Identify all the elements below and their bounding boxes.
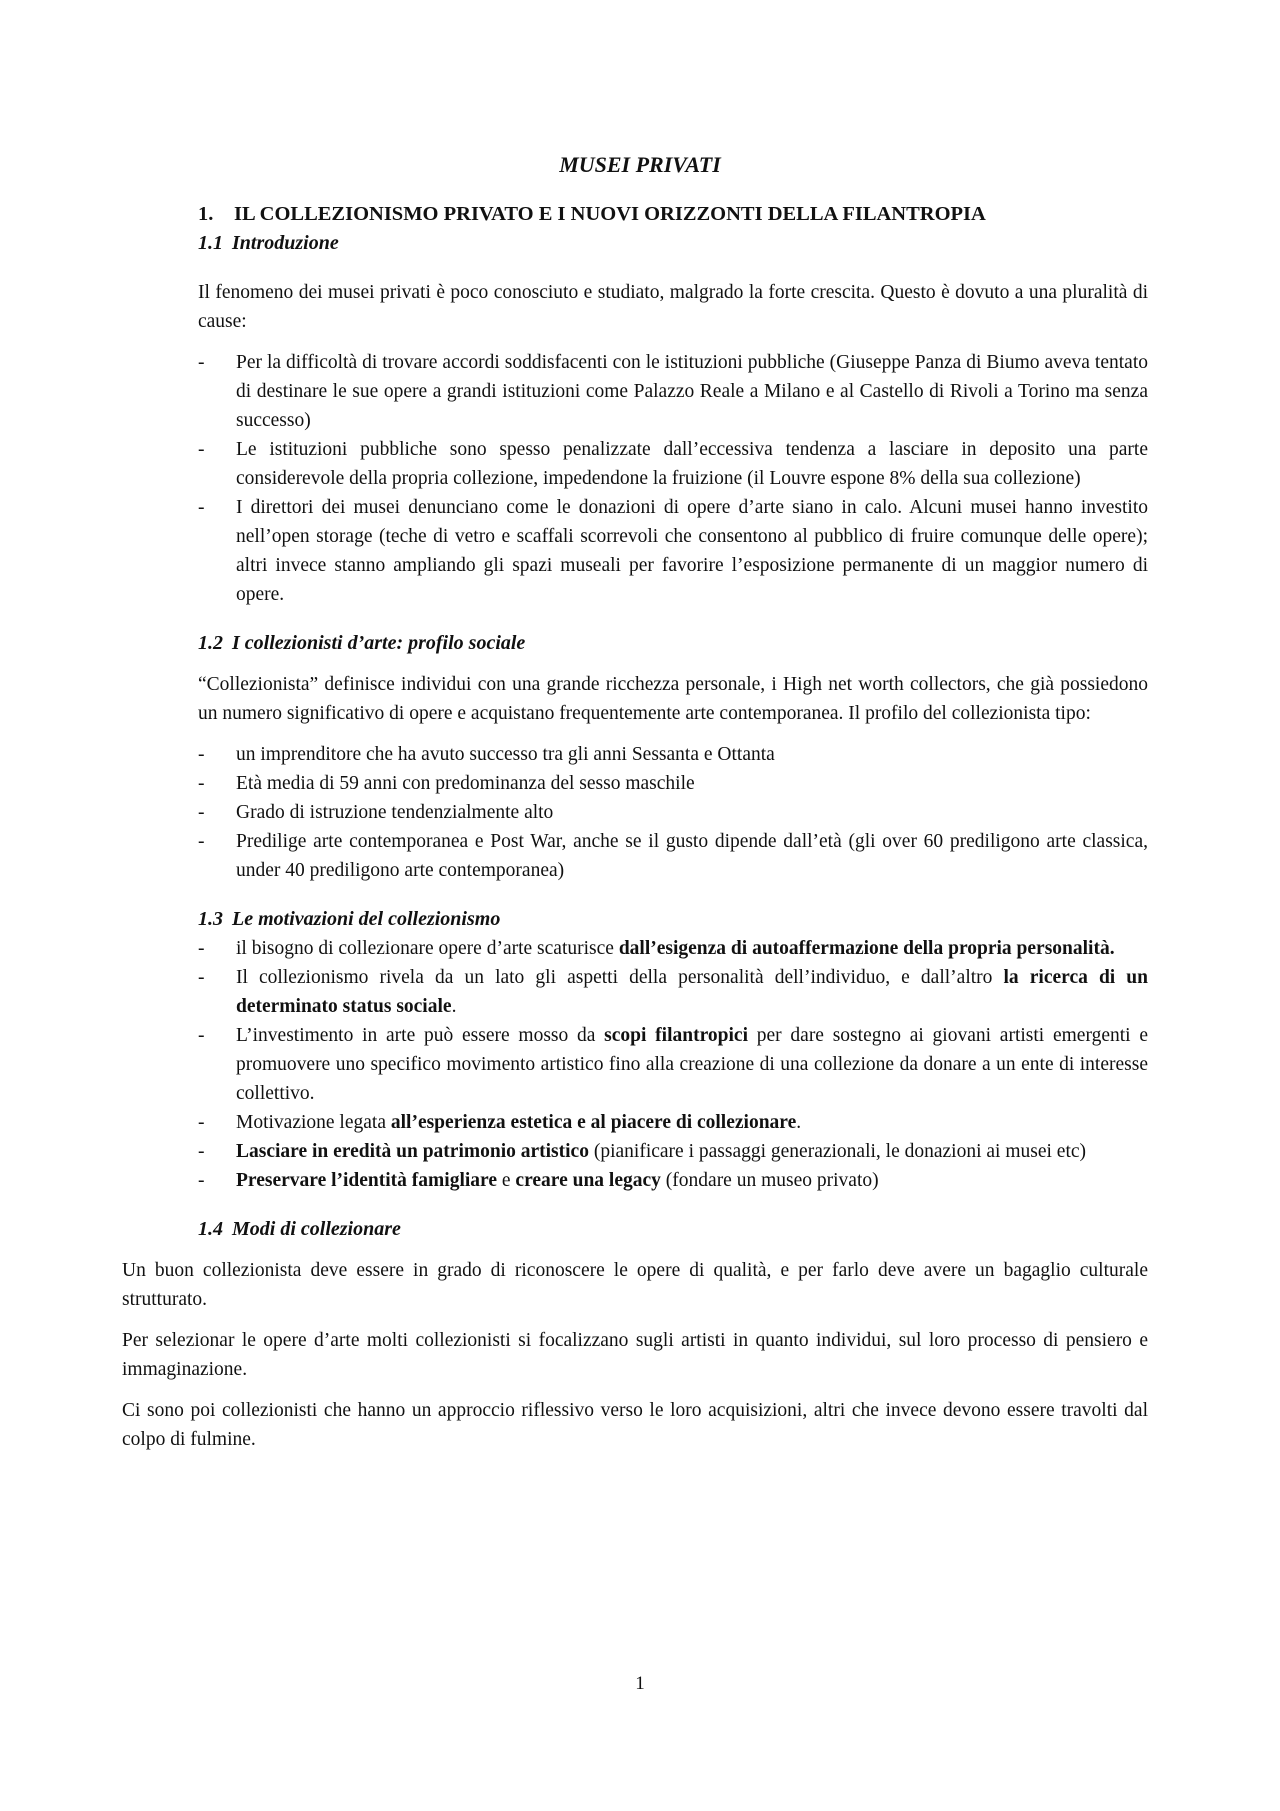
profile-paragraph: “Collezionista” definisce individui con una grande ricchezza personale, i High net worth collectors, che già possiedono un numero significativo di opere e acquistano frequentemente arte contemporanea. Il profilo del collezionista tipo: (198, 674, 1148, 724)
list-item: - Il collezionismo rivela da un lato gli aspetti della personalità dell’individuo, e dall’altro la ricerca di un determinato status sociale. (198, 967, 1148, 1017)
paragraph: Ci sono poi collezionisti che hanno un approccio riflessivo verso le loro acquisizioni, altri che invece devono essere travolti dal colpo di fulmine. (122, 1400, 1148, 1450)
section-heading-1-4 (198, 1215, 1148, 1244)
section-title: Le motivazioni del collezionismo (232, 908, 501, 930)
section-heading-1-2 (198, 629, 1148, 658)
section-title: I collezionisti d’arte: profilo sociale (232, 632, 526, 654)
section-number: 1.4 (198, 1218, 223, 1240)
section-number: 1.3 (198, 908, 223, 930)
section-heading-1-3 (198, 905, 1148, 934)
document-body (122, 200, 1148, 1454)
list-item: - L’investimento in arte può essere mosso da scopi filantropici per dare sostegno ai giovani artisti emergenti e promuovere uno specifico movimento artistico fino alla creazione di una collezione da donare a un ente di interesse collettivo. (198, 1025, 1148, 1104)
list-item: - Età media di 59 anni con predominanza del sesso maschile (198, 773, 695, 794)
causes-list (198, 348, 1148, 609)
list-item: - un imprenditore che ha avuto successo tra gli anni Sessanta e Ottanta (198, 744, 775, 765)
chapter-heading (198, 200, 1148, 229)
list-item: - il bisogno di collezionare opere d’arte scaturisce dall’esigenza di autoaffermazione della propria personalità. (198, 938, 1115, 959)
paragraph: Per selezionar le opere d’arte molti collezionisti si focalizzano sugli artisti in quanto individui, sul loro processo di pensiero e immaginazione. (122, 1330, 1148, 1380)
list-item: - Per la difficoltà di trovare accordi soddisfacenti con le istituzioni pubbliche (Giuseppe Panza di Biumo aveva tentato di destinare le sue opere a grandi istituzioni come Palazzo Reale a Milano e al Castello di Rivoli a Torino ma senza successo) (198, 352, 1148, 431)
list-item: - Lasciare in eredità un patrimonio artistico (pianificare i passaggi generazionali, le donazioni ai musei etc) (198, 1141, 1087, 1162)
intro-paragraph: Il fenomeno dei musei privati è poco conosciuto e studiato, malgrado la forte crescita. Questo è dovuto a una pluralità di cause: (198, 282, 1148, 332)
section-title: Introduzione (232, 232, 339, 254)
page-number: 1 (635, 1673, 645, 1694)
list-item: - Motivazione legata all’esperienza estetica e al piacere di collezionare. (198, 1112, 802, 1133)
motivations-list (198, 934, 1148, 1195)
list-item: - Predilige arte contemporanea e Post War, anche se il gusto dipende dall’età (gli over 60 prediligono arte classica, under 40 prediligono arte contemporanea) (198, 831, 1148, 881)
list-item: - Preservare l’identità famigliare e creare una legacy (fondare un museo privato) (198, 1170, 879, 1191)
profile-list (198, 740, 1148, 885)
collecting-paragraphs (122, 1256, 1148, 1454)
list-item: - Le istituzioni pubbliche sono spesso penalizzate dall’eccessiva tendenza a lasciare in deposito una parte considerevole della propria collezione, impedendone la fruizione (il Louvre espone 8% della sua collezione) (198, 439, 1148, 489)
chapter-number: 1. (198, 203, 214, 225)
chapter-title: IL COLLEZIONISMO PRIVATO E I NUOVI ORIZZONTI DELLA FILANTROPIA (234, 203, 986, 225)
list-item: - I direttori dei musei denunciano come le donazioni di opere d’arte siano in calo. Alcuni musei hanno investito nell’open storage (teche di vetro e scaffali scorrevoli che consentono al pubblico di fruire comunque delle opere); altri invece stanno ampliando gli spazi museali per favorire l’esposizione permanente di un maggior numero di opere. (198, 497, 1148, 605)
paragraph: Un buon collezionista deve essere in grado di riconoscere le opere di qualità, e per farlo deve avere un bagaglio culturale strutturato. (122, 1260, 1148, 1310)
section-number: 1.2 (198, 632, 223, 654)
section-title: Modi di collezionare (232, 1218, 401, 1240)
section-heading-1-1 (198, 229, 1148, 258)
section-number: 1.1 (198, 232, 223, 254)
list-item: - Grado di istruzione tendenzialmente alto (198, 802, 554, 823)
document-title: MUSEI PRIVATI (559, 152, 721, 177)
